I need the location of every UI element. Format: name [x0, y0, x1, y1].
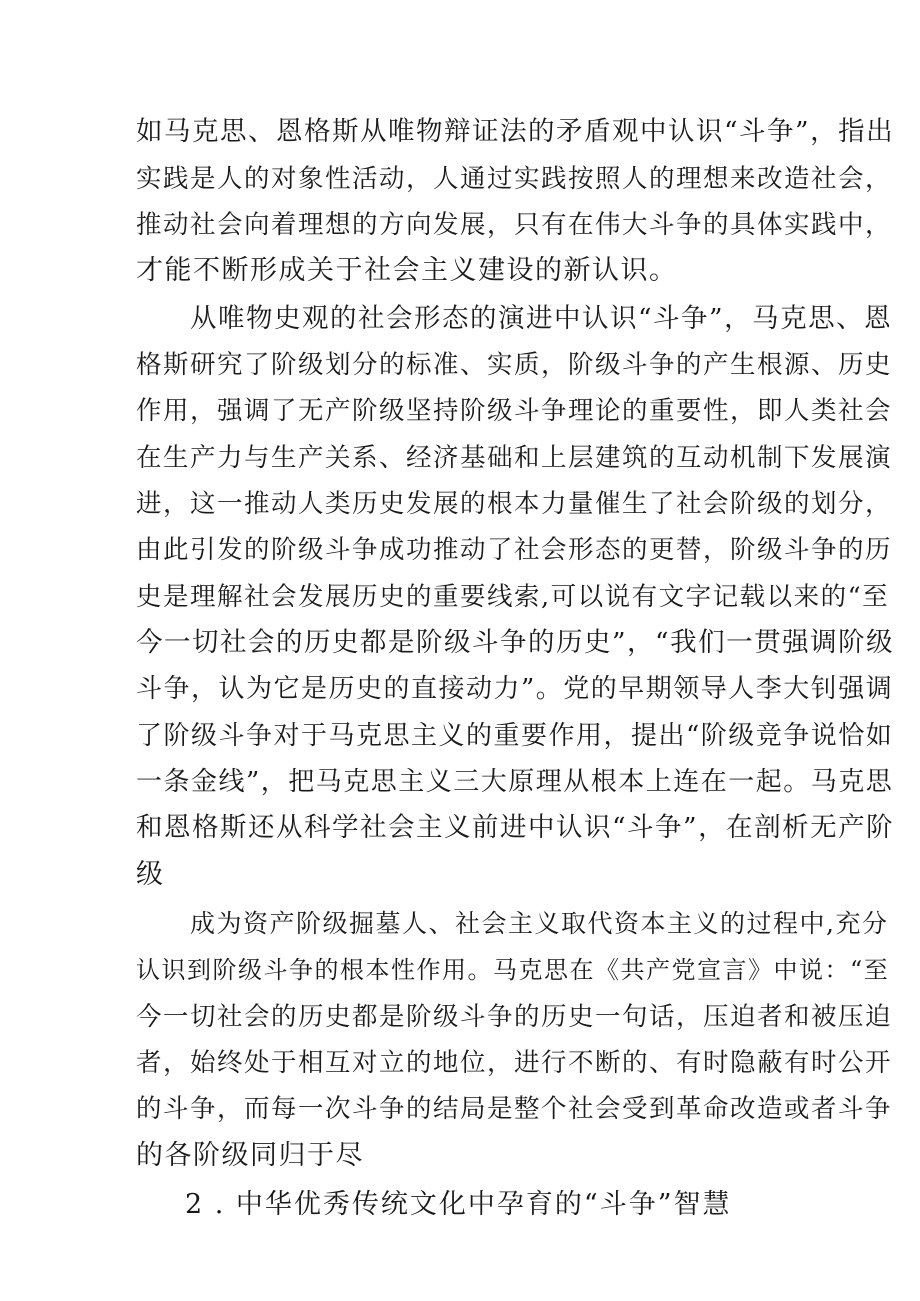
- paragraph-2-line-9: 斗争，认为它是历史的直接动力”。党的早期领导人李大钊强调: [136, 674, 894, 704]
- paragraph-2-line-8: 今一切社会的历史都是阶级斗争的历史”，“我们一贯强调阶级: [136, 627, 895, 658]
- paragraph-3-line-4: 者，始终处于相互对立的地位，进行不断的、有时隐蔽有时公开: [136, 1048, 893, 1078]
- paragraph-1-line-3: 推动社会向着理想的方向发展，只有在伟大斗争的具体实践中，: [136, 210, 893, 240]
- paragraph-3-line-5: 的斗争，而每一次斗争的结局是整个社会受到革命改造或者斗争: [136, 1094, 893, 1124]
- paragraph-2-line-13: 级: [136, 859, 165, 890]
- paragraph-2-line-12: 和恩格斯还从科学社会主义前进中认识“斗争”，在剖析无产阶: [136, 812, 895, 843]
- paragraph-2-line-2: 格斯研究了阶级划分的标准、实质，阶级斗争的产生根源、历史: [136, 350, 893, 380]
- paragraph-3-line-2: 认识到阶级斗争的根本性作用。马克思在《共产党宣言》中说：“至: [136, 956, 890, 984]
- paragraph-1-line-1: 如马克思、恩格斯从唯物辩证法的矛盾观中认识“斗争”，指出: [136, 116, 895, 147]
- paragraph-2-line-7: 史是理解社会发展历史的重要线索,可以说有文字记载以来的“至: [136, 582, 890, 612]
- paragraph-2-line-10: 了阶级斗争对于马克思主义的重要作用，提出“阶级竞争说恰如: [136, 721, 894, 751]
- paragraph-2-line-1: 从唯物史观的社会形态的演进中认识“斗争”，马克思、恩: [190, 303, 893, 334]
- paragraph-2-line-11: 一条金线”，把马克思主义三大原理从根本上连在一起。马克思: [136, 767, 894, 797]
- paragraph-2-line-4: 在生产力与生产关系、经济基础和上层建筑的互动机制下发展演: [136, 443, 893, 473]
- paragraph-1-line-2: 实践是人的对象性活动，人通过实践按照人的理想来改造社会，: [136, 164, 893, 194]
- paragraph-2-line-3: 作用，强调了无产阶级坚持阶级斗争理论的重要性，即人类社会: [136, 396, 893, 426]
- paragraph-3-line-6: 的各阶级同归于尽: [136, 1140, 364, 1171]
- paragraph-2-line-6: 由此引发的阶级斗争成功推动了社会形态的更替，阶级斗争的历: [136, 535, 893, 565]
- section-heading: 2 . 中华优秀传统文化中孕育的“斗争”智慧: [185, 1189, 732, 1220]
- paragraph-3-line-3: 今一切社会的历史都是阶级斗争的历史一句话，压迫者和被压迫: [136, 1002, 893, 1032]
- paragraph-1-line-4: 才能不断形成关于社会主义建设的新认识。: [136, 255, 678, 286]
- paragraph-2-line-5: 进，这一推动人类历史发展的根本力量催生了社会阶级的划分，: [136, 489, 893, 519]
- paragraph-3-line-1: 成为资产阶级掘墓人、社会主义取代资本主义的过程中,充分: [190, 909, 889, 938]
